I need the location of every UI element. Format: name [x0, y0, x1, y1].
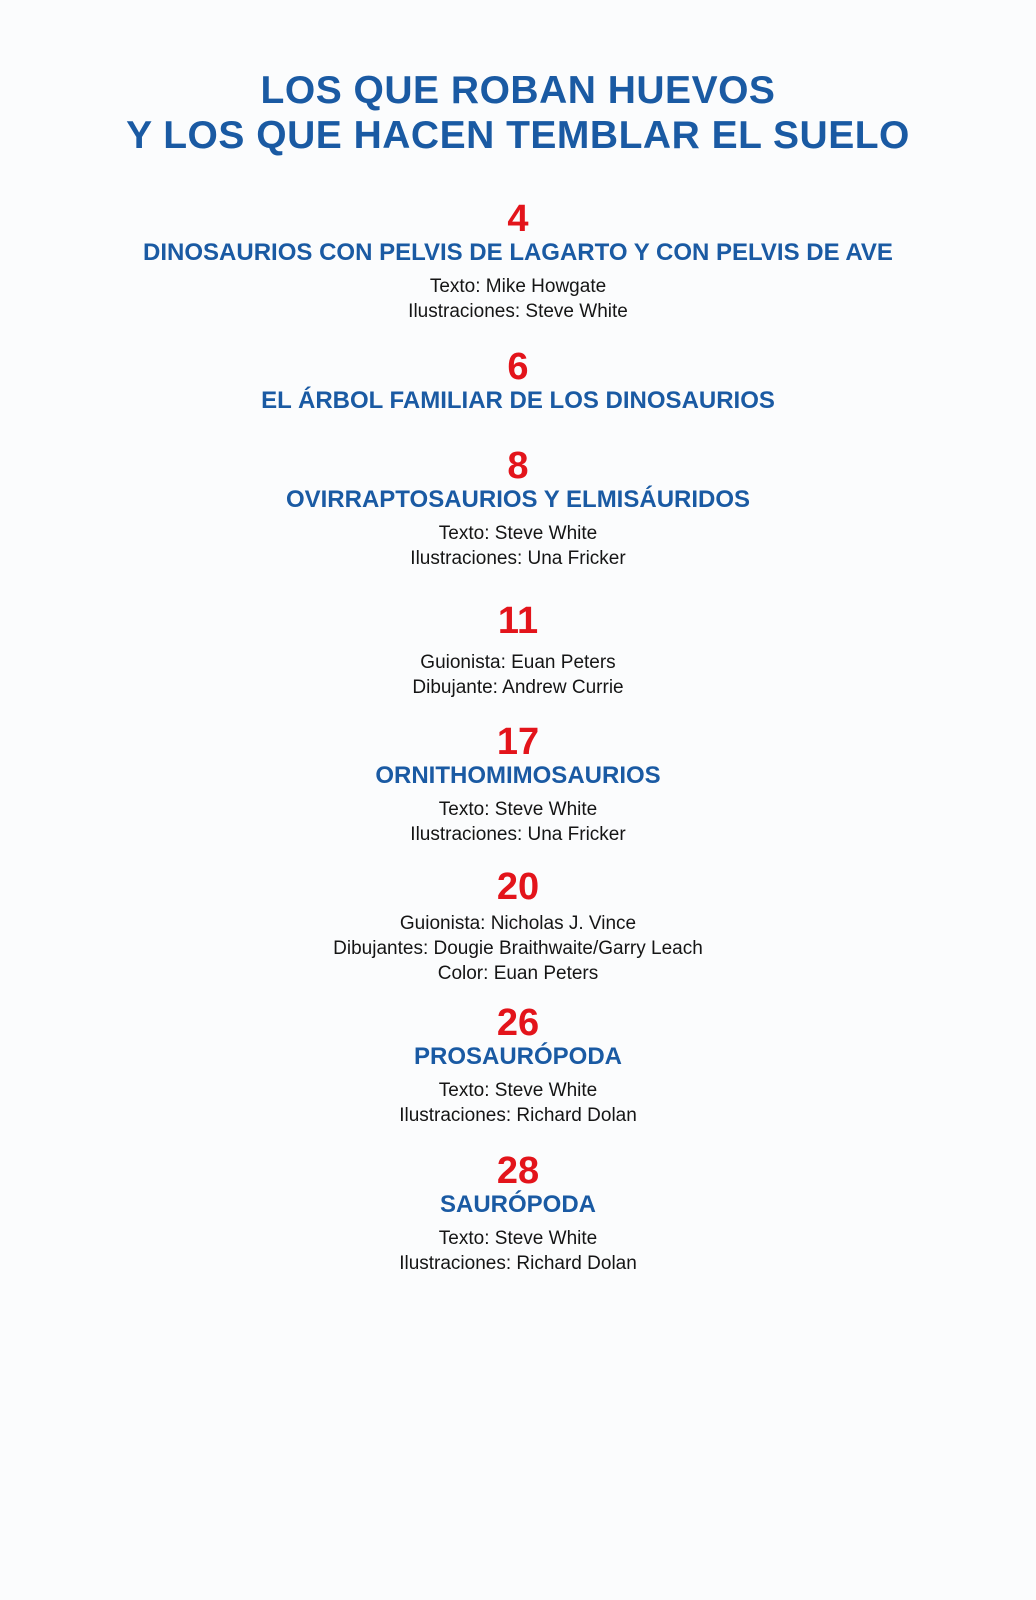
- credit-line: Color: Euan Peters: [437, 963, 599, 984]
- toc-entry-6[interactable]: [0, 348, 1036, 415]
- credits: [0, 1078, 1036, 1128]
- credits: [0, 650, 1036, 700]
- toc-entry-8[interactable]: [0, 447, 1036, 571]
- page-number: 26: [496, 1002, 540, 1044]
- toc-entry-26[interactable]: [0, 1004, 1036, 1128]
- title-line-1: LOS QUE ROBAN HUEVOS: [260, 69, 776, 112]
- credit-line: Texto: Mike Howgate: [429, 276, 607, 297]
- credit-line: Guionista: Nicholas J. Vince: [399, 913, 637, 934]
- toc-entry-20[interactable]: [0, 868, 1036, 986]
- section-heading: SAURÓPODA: [439, 1191, 596, 1218]
- section-heading: EL ÁRBOL FAMILIAR DE LOS DINOSAURIOS: [261, 387, 775, 414]
- page-number: 17: [496, 721, 540, 763]
- section-heading: OVIRRAPTOSAURIOS Y ELMISÁURIDOS: [285, 486, 751, 513]
- section-heading: ORNITHOMIMOSAURIOS: [375, 762, 661, 789]
- credit-line: Ilustraciones: Una Fricker: [410, 824, 626, 845]
- page-number: 20: [496, 866, 540, 908]
- credit-line: Dibujante: Andrew Currie: [412, 677, 624, 698]
- credit-line: Ilustraciones: Steve White: [408, 301, 628, 322]
- credit-line: Ilustraciones: Richard Dolan: [399, 1105, 637, 1126]
- credits: [0, 274, 1036, 324]
- credit-line: Texto: Steve White: [438, 523, 598, 544]
- credit-line: Guionista: Euan Peters: [420, 652, 616, 673]
- page-number: 6: [507, 346, 529, 388]
- credits: [0, 911, 1036, 986]
- credit-line: Ilustraciones: Una Fricker: [410, 548, 626, 569]
- toc-entry-11[interactable]: [0, 602, 1036, 700]
- section-heading: DINOSAURIOS CON PELVIS DE LAGARTO Y CON PELVIS DE AVE: [143, 239, 893, 266]
- page-number: 28: [496, 1150, 540, 1192]
- page-number: 11: [497, 600, 539, 642]
- page-title: [0, 68, 1036, 158]
- credit-line: Texto: Steve White: [438, 1228, 598, 1249]
- page-number: 4: [507, 198, 529, 240]
- section-heading: PROSAURÓPODA: [413, 1043, 623, 1070]
- credit-line: Texto: Steve White: [438, 799, 598, 820]
- page-number: 8: [507, 445, 529, 487]
- toc-entry-4[interactable]: [0, 200, 1036, 324]
- credits: [0, 1226, 1036, 1276]
- credit-line: Ilustraciones: Richard Dolan: [399, 1253, 637, 1274]
- toc-entry-17[interactable]: [0, 723, 1036, 847]
- title-line-2: Y LOS QUE HACEN TEMBLAR EL SUELO: [126, 114, 910, 157]
- toc-entry-28[interactable]: [0, 1152, 1036, 1276]
- credit-line: Dibujantes: Dougie Braithwaite/Garry Leach: [333, 938, 703, 959]
- credits: [0, 521, 1036, 571]
- credit-line: Texto: Steve White: [438, 1080, 598, 1101]
- credits: [0, 797, 1036, 847]
